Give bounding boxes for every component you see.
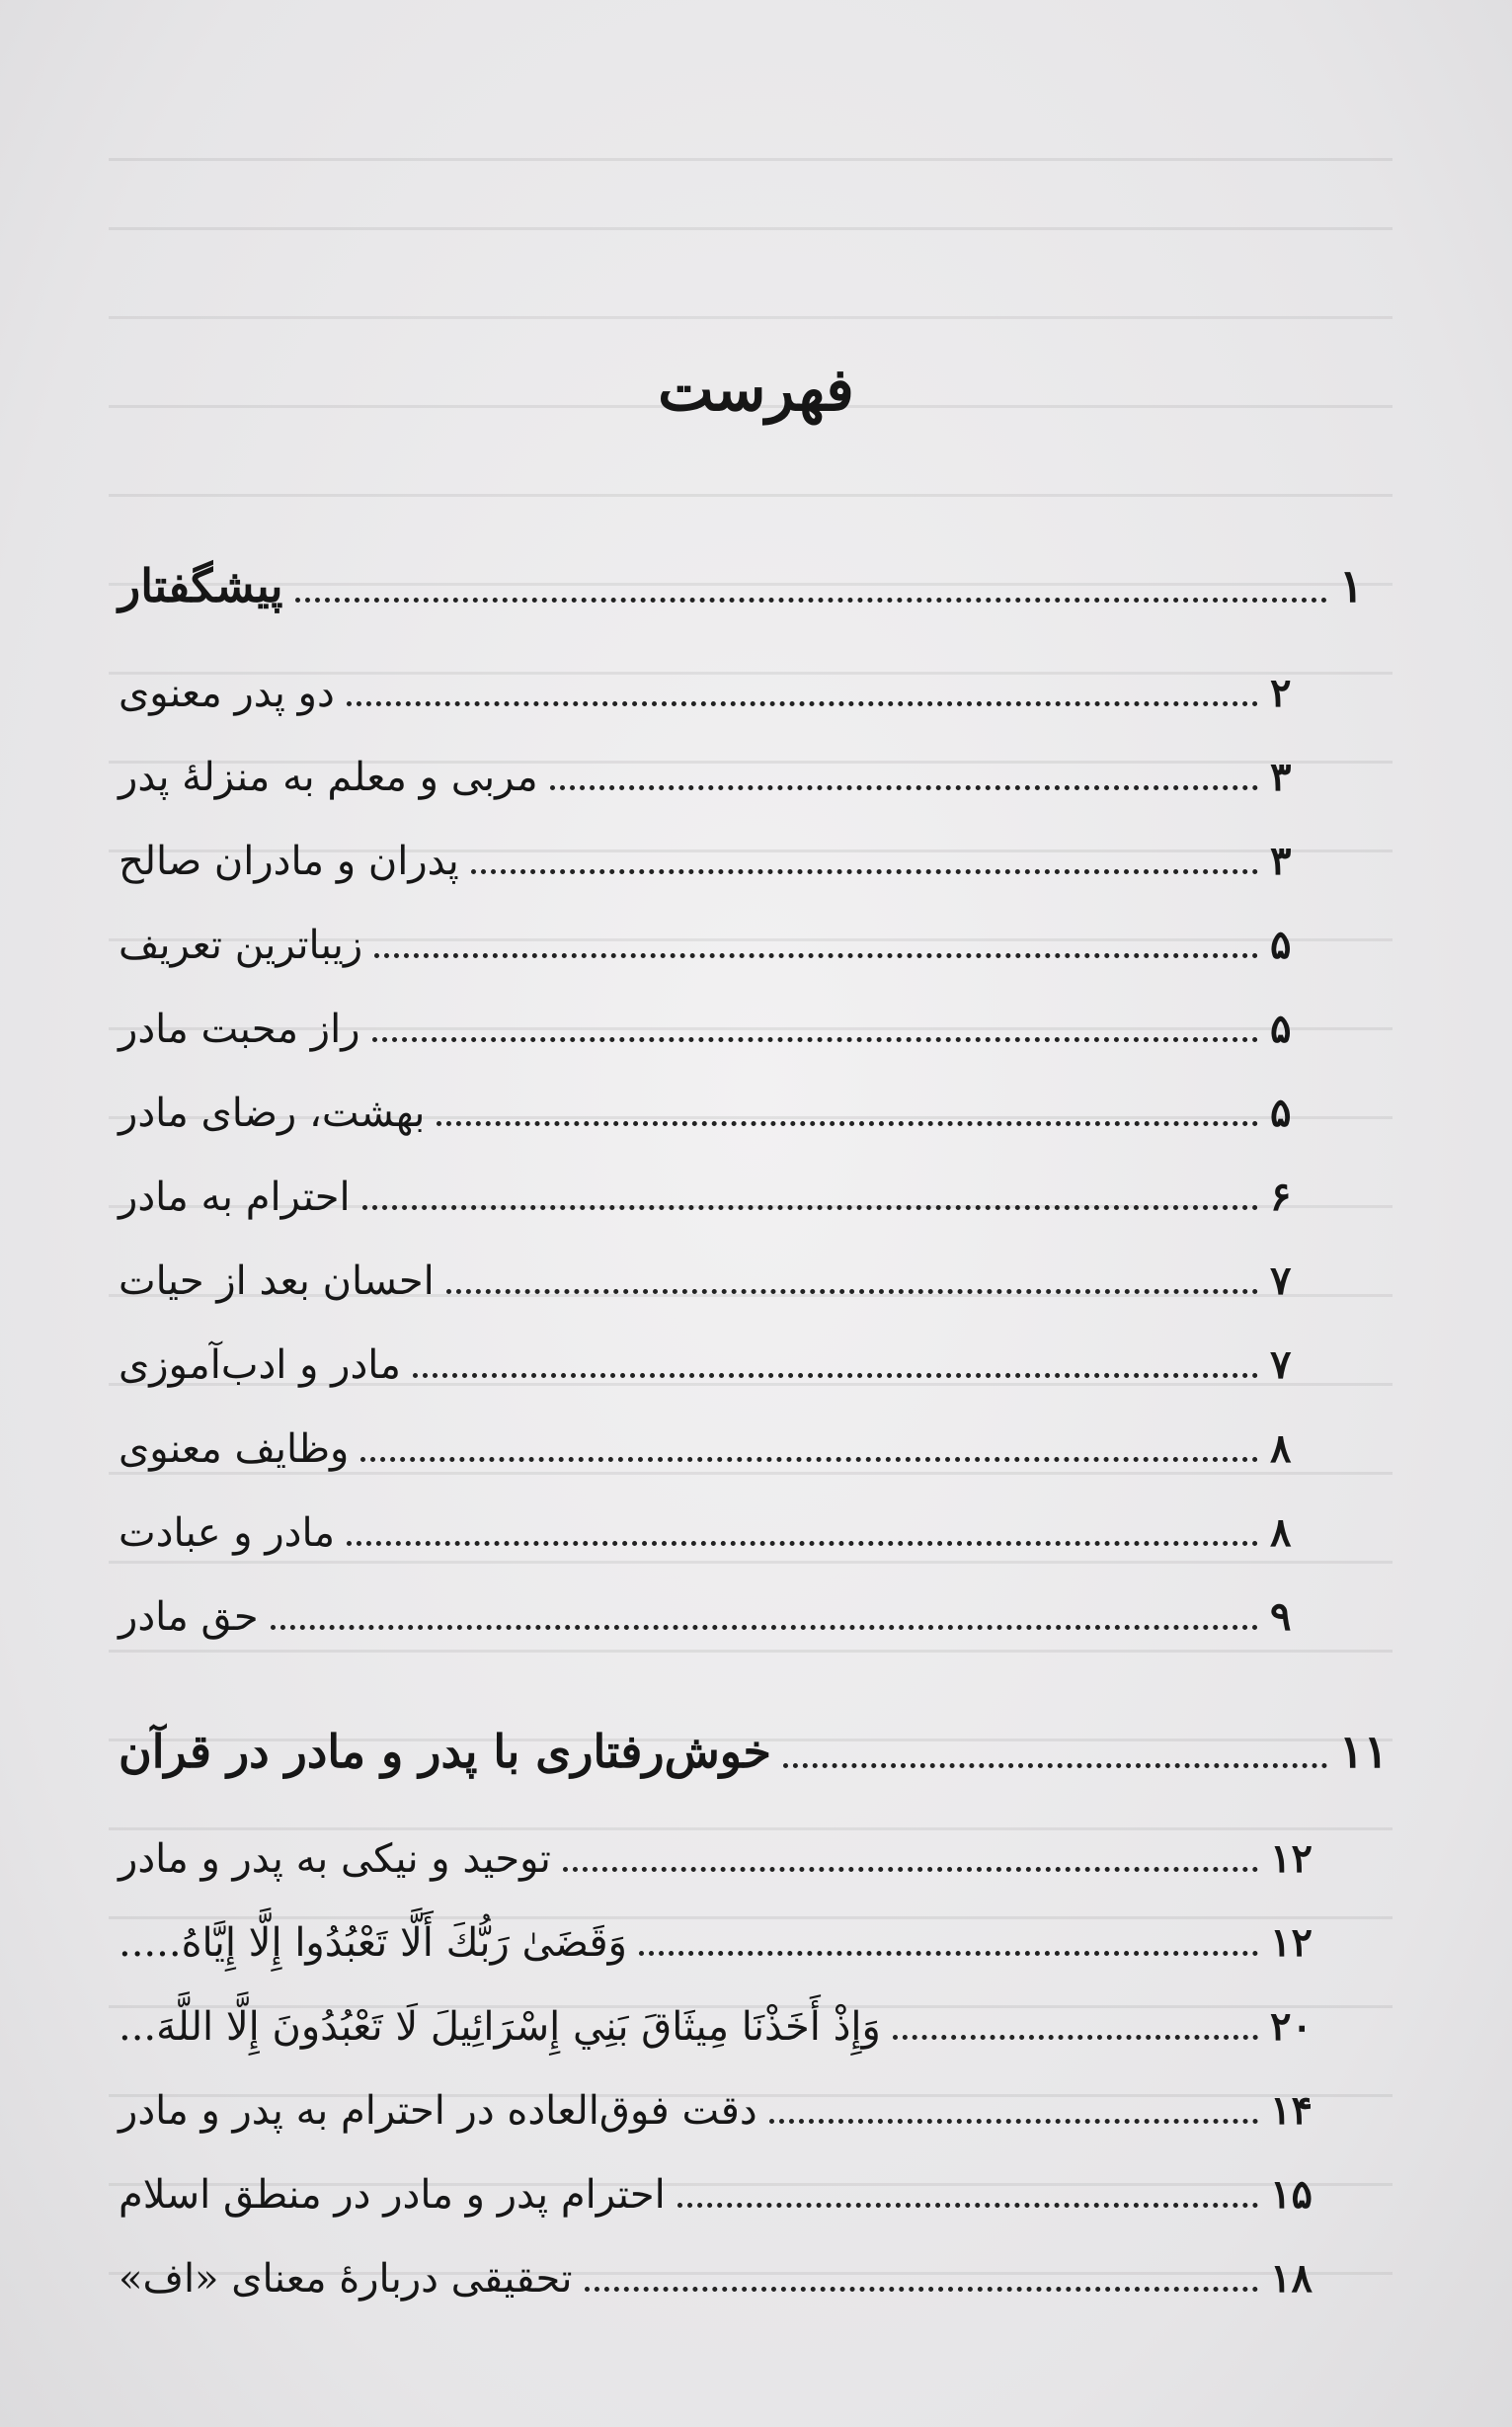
toc-entry[interactable]: [119, 1822, 1319, 1882]
toc-entry-title: وظایف معنوی: [119, 1426, 350, 1472]
toc-page-number: ۳: [1270, 754, 1292, 800]
toc-entry-title: مادر و ادب‌آموزی: [119, 1342, 401, 1388]
toc-page-number: ۸: [1270, 1509, 1292, 1556]
dot-leader: [585, 2287, 1258, 2292]
dot-leader: [271, 1625, 1258, 1630]
dot-leader: [893, 2035, 1258, 2040]
toc-entry-title: وَإِذْ أَخَذْنَا مِيثَاقَ بَنِي إِسْرَائِيلَ لَا تَعْبُدُونَ إِلَّا اللَّهَ...: [119, 2004, 881, 2050]
toc-entry-title: پدران و مادران صالح: [119, 839, 459, 884]
toc-entry-title: احسان بعد از حیات: [119, 1258, 435, 1304]
toc-entry[interactable]: [119, 2242, 1319, 2302]
toc-entry-title: دقت فوق‌العاده در احترام به پدر و مادر: [119, 2088, 757, 2134]
toc-entry-title: حق مادر: [119, 1594, 259, 1640]
toc-page-number: ۸: [1270, 1425, 1292, 1472]
dot-leader: [550, 785, 1258, 790]
toc-entry[interactable]: [119, 825, 1319, 884]
dot-leader: [471, 869, 1258, 874]
toc-entry[interactable]: [119, 553, 1389, 612]
dot-leader: [360, 1457, 1258, 1462]
dot-leader: [372, 1037, 1258, 1042]
toc-entry-title: احترام به مادر: [119, 1174, 351, 1220]
toc-page-number: ۷: [1270, 1341, 1292, 1388]
dot-leader: [413, 1373, 1258, 1378]
dot-leader: [347, 1541, 1258, 1546]
toc-page-number: ۱۸: [1270, 2255, 1313, 2302]
dot-leader: [295, 598, 1327, 603]
toc-entry[interactable]: [119, 1580, 1319, 1640]
toc-page-number: ۱: [1339, 559, 1364, 612]
toc-entry-title: احترام پدر و مادر در منطق اسلام: [119, 2172, 666, 2218]
toc-page-number: ۱۴: [1270, 2087, 1313, 2134]
toc-entry[interactable]: [119, 993, 1319, 1052]
toc-entry[interactable]: [119, 1329, 1319, 1388]
toc-entry[interactable]: [119, 1719, 1389, 1778]
toc-entry[interactable]: [119, 1413, 1319, 1472]
toc-page-number: ۲۰: [1270, 2003, 1313, 2050]
toc-page-number: ۳: [1270, 838, 1292, 884]
toc-page-number: ۵: [1270, 922, 1292, 968]
toc-page-number: ۱۲: [1270, 1835, 1313, 1882]
toc-entry-title: تحقیقی دربارهٔ معنای «اف»: [119, 2256, 573, 2302]
toc-entry-title: راز محبت مادر: [119, 1007, 360, 1052]
toc-page-number: ۵: [1270, 1006, 1292, 1052]
toc-entry-title: پیشگفتار: [119, 559, 283, 612]
toc-entry[interactable]: [119, 1245, 1319, 1304]
toc-page-number: ۱۱: [1339, 1725, 1389, 1778]
dot-leader: [374, 953, 1258, 958]
toc-page-number: ۹: [1270, 1593, 1292, 1640]
toc-entry-title: مربی و معلم به منزلهٔ پدر: [119, 755, 538, 800]
dot-leader: [362, 1205, 1258, 1210]
dot-leader: [563, 1867, 1258, 1872]
toc-entry[interactable]: [119, 909, 1319, 968]
toc-entry[interactable]: [119, 1906, 1319, 1966]
dot-leader: [677, 2203, 1258, 2208]
toc-entry[interactable]: [119, 657, 1319, 716]
dot-leader: [639, 1951, 1258, 1956]
toc-page-number: ۷: [1270, 1257, 1292, 1304]
toc-entry-title: وَقَضَىٰ رَبُّكَ أَلَّا تَعْبُدُوا إِلَّا إِيَّاهُ.....: [119, 1920, 627, 1966]
toc-entry-title: مادر و عبادت: [119, 1510, 336, 1556]
dot-leader: [446, 1289, 1258, 1294]
toc-entry[interactable]: [119, 1990, 1319, 2050]
dot-leader: [769, 2119, 1258, 2124]
toc-page-number: ۵: [1270, 1090, 1292, 1136]
dot-leader: [783, 1763, 1327, 1768]
toc-entry[interactable]: [119, 2158, 1319, 2218]
toc-entry-title: خوش‌رفتاری با پدر و مادر در قرآن: [119, 1725, 771, 1778]
toc-entry[interactable]: [119, 1161, 1319, 1220]
toc-entry[interactable]: [119, 1497, 1319, 1556]
toc-entry-title: دو پدر معنوی: [119, 671, 335, 716]
dot-leader: [347, 701, 1258, 706]
toc-page-number: ۱۵: [1270, 2171, 1313, 2218]
toc-page-number: ۱۲: [1270, 1919, 1313, 1966]
toc-page-number: ۶: [1270, 1173, 1292, 1220]
toc-page-number: ۲: [1270, 670, 1292, 716]
toc-entry[interactable]: [119, 741, 1319, 800]
toc-entry-title: توحید و نیکی به پدر و مادر: [119, 1836, 551, 1882]
page-title: فهرست: [658, 356, 854, 425]
toc-entry-title: زیباترین تعریف: [119, 923, 363, 968]
toc-entry-title: بهشت، رضای مادر: [119, 1091, 426, 1136]
dot-leader: [437, 1121, 1258, 1126]
toc-entry[interactable]: [119, 2074, 1319, 2134]
toc-entry[interactable]: [119, 1077, 1319, 1136]
